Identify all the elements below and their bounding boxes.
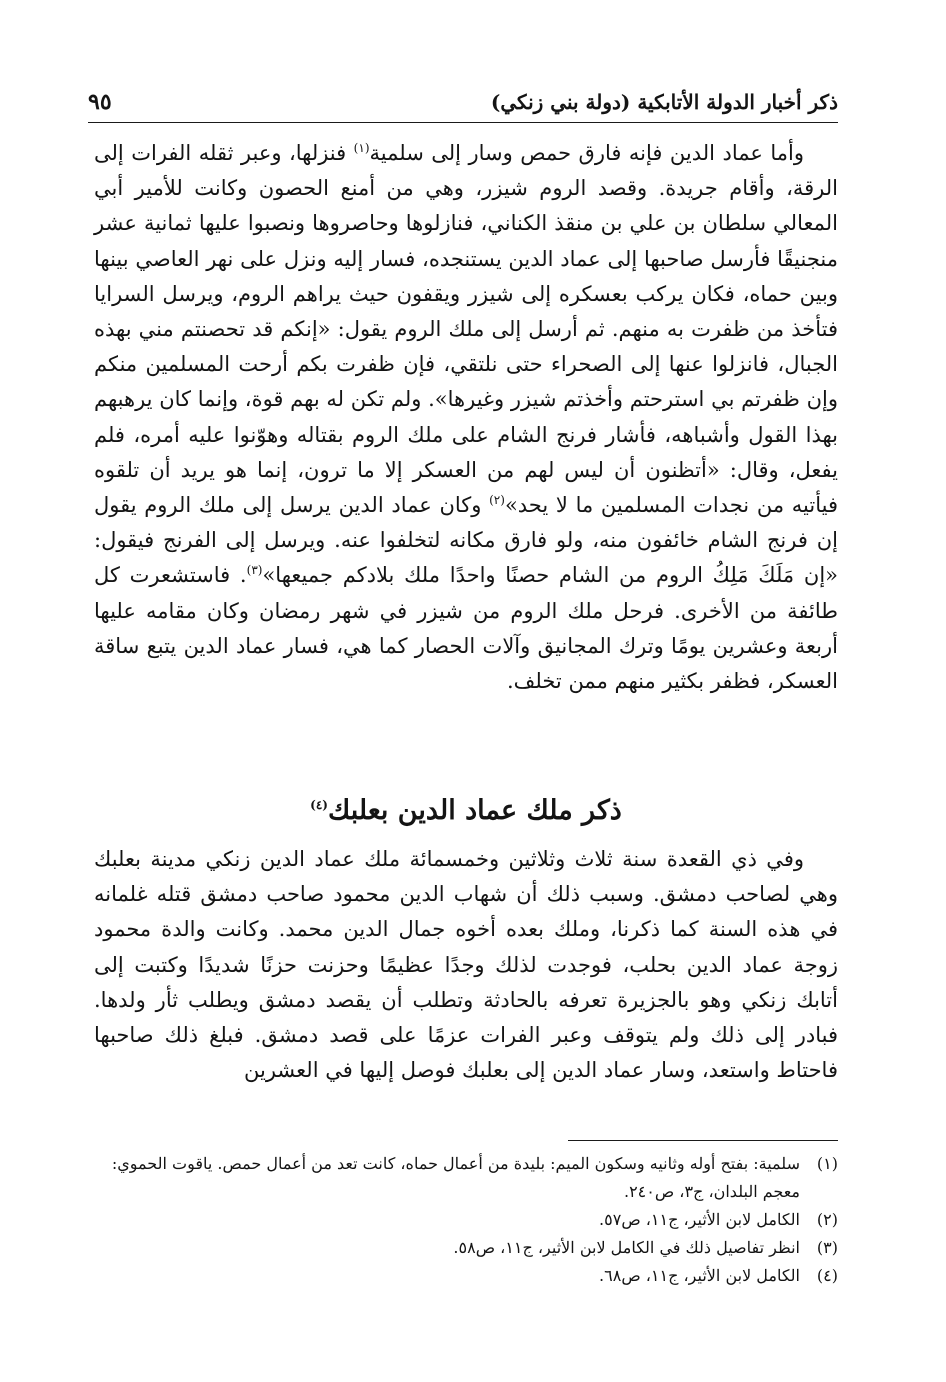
section-heading-text: ذكر ملك عماد الدين بعلبك: [327, 795, 622, 826]
running-title: ذكر أخبار الدولة الأتابكية (دولة بني زنكي): [490, 90, 838, 114]
paragraph-text: . فاستشعرت كل طائفة من الأخرى. فرحل ملك الروم من شيزر في شهر رمضان وكان مقامه عليها أربعة وعشرين يومًا وترك المجانيق وآلات الحصار كما هي، فسار عماد الدين يتبع ساقة العسكر، فظفر بكثير منهم ممن تخلف.: [94, 563, 838, 694]
page-number: ٩٥: [88, 89, 112, 115]
footnotes: [94, 1150, 838, 1290]
footnote-text: الكامل لابن الأثير، ج١١، ص٦٨.: [599, 1266, 800, 1285]
footnote-number: (٤): [816, 1266, 838, 1285]
section1-paragraph: [94, 136, 838, 699]
footnote-number: (١): [816, 1154, 838, 1173]
footnote-ref-3[interactable]: (٣): [246, 563, 263, 578]
footnote-ref-2[interactable]: (٢): [489, 493, 505, 508]
footnote-item: [94, 1262, 838, 1290]
paragraph-text: وكان عماد الدين يرسل إلى ملك الروم يقول إن فرنج الشام خائفون منه، ولو فارق مكانه لتخلفوا عنه. ويرسل إلى الفرنج فيقول: «إن مَلَكَ مَلِكُ الروم من الشام حصنًا واحدًا ملك بلادكم جميعها»: [94, 493, 838, 588]
footnote-divider: [568, 1140, 838, 1141]
footnote-ref-4[interactable]: (٤): [310, 798, 328, 812]
footnote-text: انظر تفاصيل ذلك في الكامل لابن الأثير، ج١١، ص٥٨.: [453, 1238, 800, 1257]
section2-paragraph: وفي ذي القعدة سنة ثلاث وثلاثين وخمسمائة ملك عماد الدين زنكي مدينة بعلبك وهي لصاحب دمشق. وسبب ذلك أن شهاب الدين محمود صاحب دمشق قتله غلمانه في هذه السنة كما ذكرنا، وملك بعده أخوه جمال الدين محمد. وكانت والدة محمود زوجة عماد الدين بحلب، فوجدت لذلك وجدًا عظيمًا وحزنت حزنًا شديدًا وكتبت إلى أتابك زنكي وهو بالجزيرة تعرفه بالحادثة وتطلب أن يقصد دمشق ويطلب ثأر ولدها. فبادر إلى ذلك ولم يتوقف وعبر الفرات عزمًا على قصد دمشق. فبلغ ذلك صاحبها فاحتاط واستعد، وسار عماد الدين إلى بعلبك فوصل إليها في العشرين: [94, 847, 838, 1083]
section2-body: [94, 842, 838, 1088]
page-header: [88, 82, 838, 123]
footnote-text: الكامل لابن الأثير، ج١١، ص٥٧.: [599, 1210, 800, 1229]
footnote-item: [94, 1206, 838, 1234]
section1-body: [94, 136, 838, 699]
paragraph-text: وأما عماد الدين فإنه فارق حمص وسار إلى سلمية: [369, 141, 805, 165]
section-heading: [94, 788, 838, 834]
footnote-item: [94, 1150, 838, 1206]
footnote-text: سلمية: بفتح أوله وثانيه وسكون الميم: بليدة من أعمال حماه، كانت تعد من أعمال حمص. ياقوت الحموي: معجم البلدان، ج٣، ص٢٤٠.: [111, 1154, 800, 1201]
paragraph-text: فنزلها، وعبر ثقله الفرات إلى الرقة، وأقام جريدة. وقصد الروم شيزر، وهي من أمنع الحصون وكانت للأمير أبي المعالي سلطان بن علي بن منقذ الكناني، فنازلوها وحاصروها ونصبوا عليها ثمانية عشر منجنيقًا فأرسل صاحبها إلى عماد الدين يستنجده، فسار إليه ونزل على نهر العاصي بينها وبين حماه، فكان يركب بعسكره إلى شيزر ويقفون حيث يراهم الروم، ويرسل السرايا فتأخذ من ظفرت به منهم. ثم أرسل إلى ملك الروم يقول: «إنكم قد تحصنتم مني بهذه الجبال، فانزلوا عنها إلى الصحراء حتى نلتقي، فإن ظفرت بكم أرحت المسلمين منكم وإن ظفرتم بي استرحتم وأخذتم شيزر وغيرها». ولم تكن له بهم قوة، وإنما كان يرهبهم بهذا القول وأشباهه، فأشار فرنج الشام على ملك الروم بقتاله وهوّنوا عليه أمره، فلم يفعل، وقال: «أتظنون أن ليس لهم من العسكر إلا ما ترون، إنما هو يريد أن تلقوه فيأتيه من نجدات المسلمين ما لا يحد»: [94, 141, 838, 518]
footnote-number: (٣): [816, 1238, 838, 1257]
footnote-number: (٢): [816, 1210, 838, 1229]
footnote-item: [94, 1234, 838, 1262]
footnote-ref-1[interactable]: (١): [353, 141, 370, 155]
